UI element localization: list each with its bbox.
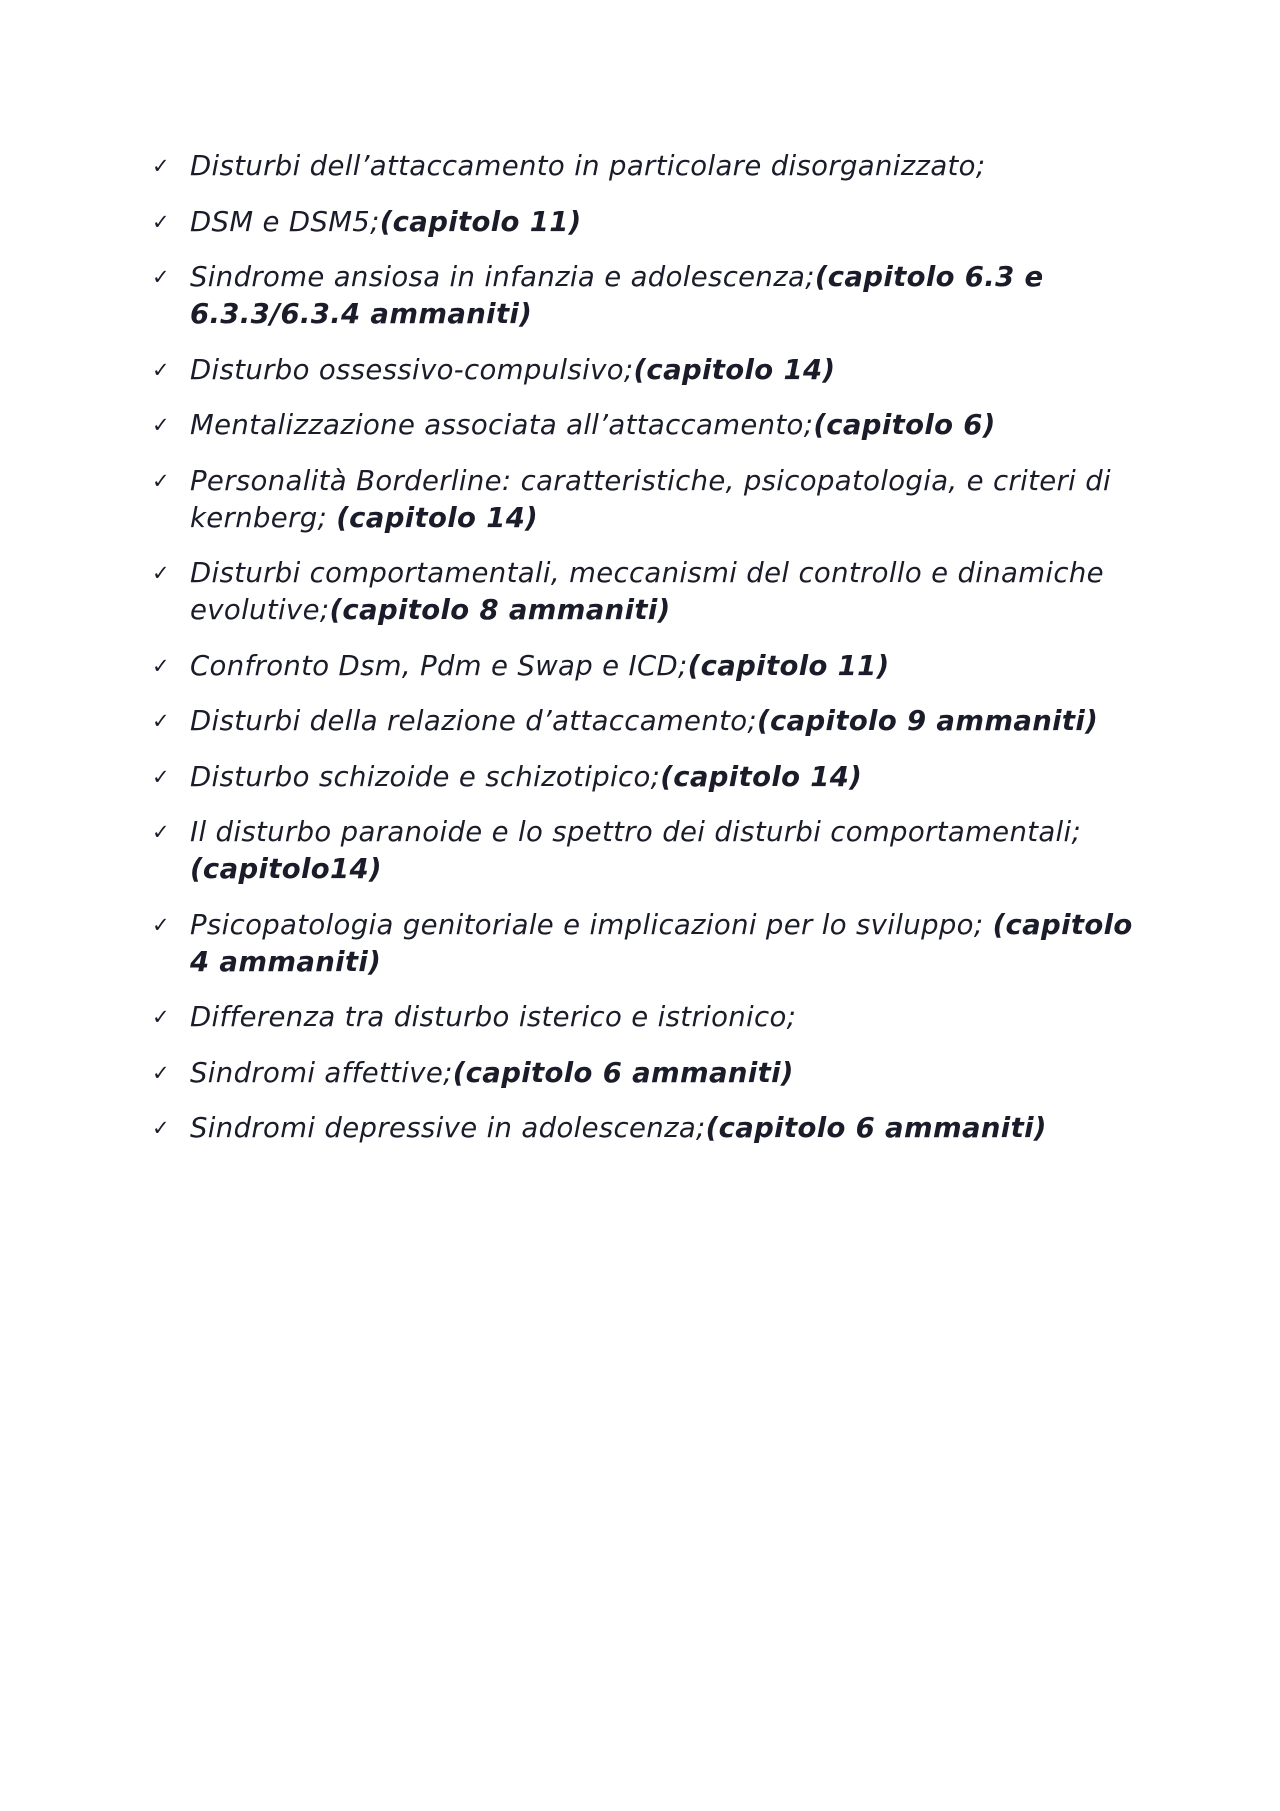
chapter-reference: (capitolo 4 ammaniti): [190, 908, 1133, 978]
checkmark-icon: ✓: [152, 468, 170, 493]
chapter-reference: (capitolo 8 ammaniti): [329, 594, 671, 626]
checkmark-icon: ✓: [152, 209, 170, 234]
list-item: [148, 463, 1148, 537]
checkmark-icon: ✓: [152, 561, 170, 585]
checkmark-icon: ✓: [152, 709, 170, 733]
chapter-reference: (capitolo 11): [687, 649, 890, 682]
topic-text: Disturbi dell’attaccamento in particolare disorganizzato;: [190, 150, 986, 182]
topic-text: Sindromi affettive;: [190, 1056, 453, 1089]
checkmark-icon: ✓: [152, 265, 170, 289]
list-item: [148, 1110, 1148, 1147]
topic-checklist: [148, 148, 1148, 1166]
topic-text: Mentalizzazione associata all’attaccamento;: [190, 409, 814, 441]
topic-text: Disturbi della relazione d’attaccamento;: [190, 705, 758, 737]
topic-text: Disturbi comportamentali, meccanismi del controllo e dinamiche evolutive;: [190, 557, 1104, 626]
checkmark-icon: ✓: [152, 154, 170, 178]
list-item: [148, 352, 1148, 389]
checkmark-icon: ✓: [152, 1116, 170, 1140]
checkmark-icon: ✓: [152, 653, 170, 678]
topic-text: Sindromi depressive in adolescenza;: [190, 1112, 706, 1144]
list-item: [148, 703, 1148, 740]
chapter-reference: (capitolo 14): [633, 353, 836, 386]
checkmark-icon: ✓: [152, 912, 170, 937]
topic-text: Il disturbo paranoide e lo spettro dei disturbi comportamentali;: [190, 816, 1082, 848]
topic-text: Differenza tra disturbo isterico e istrionico;: [190, 1001, 797, 1033]
list-item: [148, 204, 1148, 241]
checkmark-icon: ✓: [152, 1060, 170, 1085]
topic-text: Disturbo ossessivo-compulsivo;: [190, 353, 634, 386]
list-item: [148, 1055, 1148, 1092]
chapter-reference: (capitolo 6): [813, 409, 996, 441]
topic-text: Personalità Borderline: caratteristiche, psicopatologia, e criteri di kernberg;: [190, 464, 1112, 534]
checkmark-icon: ✓: [152, 764, 170, 789]
list-item: [148, 759, 1148, 796]
checkmark-icon: ✓: [152, 1005, 170, 1029]
topic-text: Disturbo schizoide e schizotipico;: [190, 760, 661, 793]
list-item: [148, 148, 1148, 185]
list-item: [148, 259, 1148, 333]
list-item: [148, 907, 1148, 981]
list-item: [148, 555, 1148, 629]
checkmark-icon: ✓: [152, 820, 170, 844]
list-item: [148, 407, 1148, 444]
list-item: [148, 999, 1148, 1036]
topic-text: Confronto Dsm, Pdm e Swap e ICD;: [190, 649, 688, 682]
chapter-reference: (capitolo14): [190, 853, 382, 885]
chapter-reference: (capitolo 11): [379, 205, 582, 238]
chapter-reference: (capitolo 9 ammaniti): [757, 705, 1099, 737]
chapter-reference: (capitolo 14): [336, 501, 539, 534]
topic-text: Psicopatologia genitoriale e implicazioni per lo sviluppo;: [190, 908, 993, 941]
topic-text: DSM e DSM5;: [190, 205, 380, 238]
chapter-reference: (capitolo 14): [660, 760, 863, 793]
topic-text: Sindrome ansiosa in infanzia e adolescenza;: [190, 261, 815, 293]
chapter-reference: (capitolo 6 ammaniti): [452, 1056, 794, 1089]
list-item: [148, 648, 1148, 685]
checkmark-icon: ✓: [152, 413, 170, 437]
list-item: [148, 814, 1148, 888]
checkmark-icon: ✓: [152, 357, 170, 382]
chapter-reference: (capitolo 6.3 e 6.3.3/6.3.4 ammaniti): [190, 261, 1044, 330]
chapter-reference: (capitolo 6 ammaniti): [705, 1112, 1047, 1144]
